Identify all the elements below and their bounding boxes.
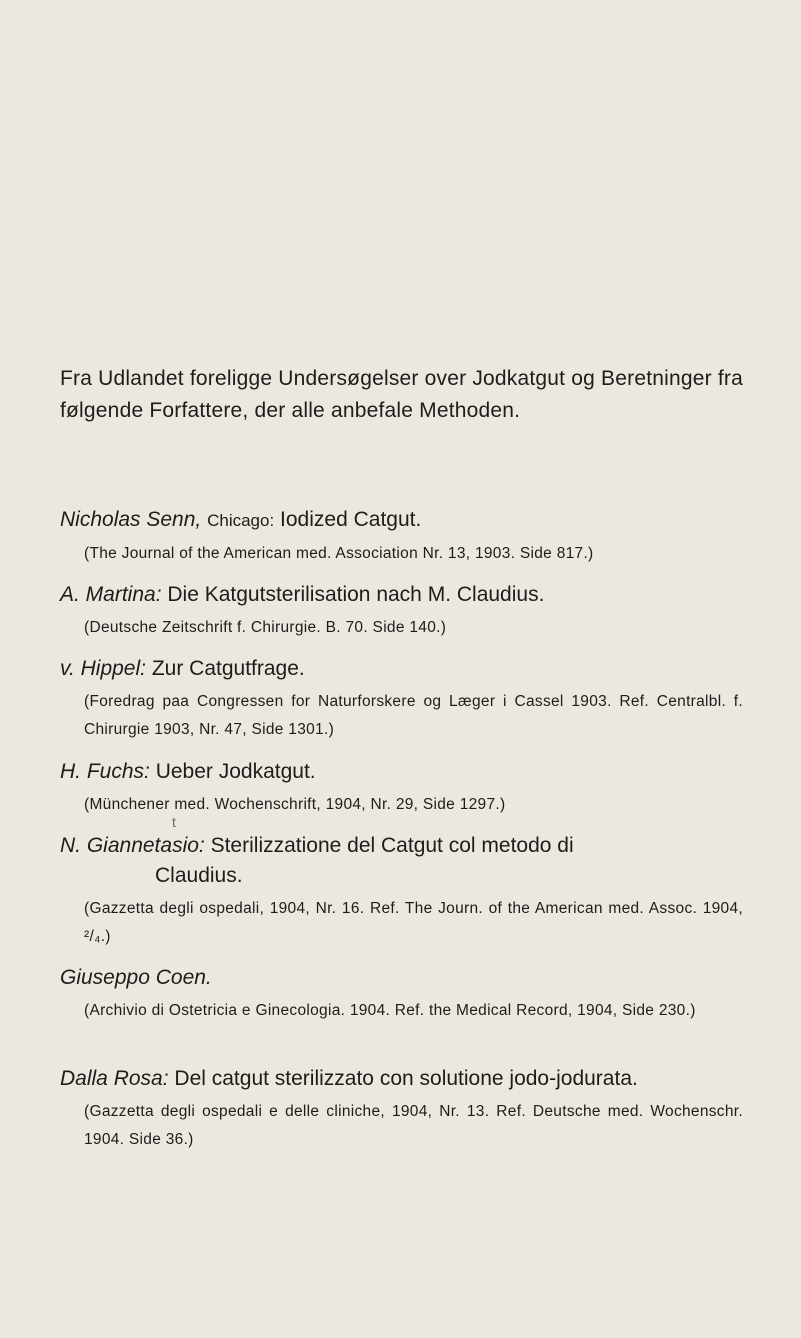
entry-author: v. Hippel: — [60, 657, 146, 680]
entry-author: Nicholas Senn, — [60, 508, 202, 531]
entry-reference: (Deutsche Zeitschrift f. Chirurgie. B. 70. Side 140.) — [84, 619, 447, 636]
entry-heading — [60, 580, 743, 610]
entry-city: Chicago: — [207, 511, 275, 530]
entry-heading — [60, 963, 743, 993]
entry-author: Dalla Rosa: — [60, 1067, 169, 1090]
intro-paragraph: Fra Udlandet foreligge Undersøgelser over Jodkatgut og Beretninger fra følgende Forfattere, der alle anbefale Methoden. — [60, 367, 743, 422]
entry-title: Die Katgutsterilisation nach M. Claudius. — [167, 583, 545, 606]
entry-title: Ueber Jodkatgut. — [155, 760, 316, 783]
entry-heading — [60, 1064, 743, 1094]
entry-reference: (Gazzetta degli ospedali e delle cliniche, 1904, Nr. 13. Ref. Deutsche med. Wochenschr. 1904. Side 36.) — [84, 1103, 743, 1148]
entry-author: Giuseppo Coen. — [60, 966, 212, 989]
entry-title: Del catgut sterilizzato con solutione jodo-jodurata. — [174, 1067, 638, 1090]
entry-heading — [60, 757, 743, 787]
entry-title: Sterilizzatione del Catgut col metodo di — [210, 834, 574, 857]
reference-entry — [60, 757, 743, 819]
reference-entry — [60, 963, 743, 1025]
reference-entry — [60, 505, 743, 568]
entry-title-continuation: Claudius. — [155, 864, 243, 887]
reference-entry — [60, 654, 743, 744]
entry-heading — [60, 654, 743, 684]
entry-author: N. Giannetasio: — [60, 834, 205, 857]
entry-reference: (Foredrag paa Congressen for Naturforskere og Læger i Cassel 1903. Ref. Centralbl. f. Chirurgie 1903, Nr. 47, Side 1301.) — [84, 693, 743, 738]
entry-reference: (Münchener med. Wochenschrift, 1904, Nr. 29, Side 1297.) — [84, 796, 506, 813]
entry-reference: (Gazzetta degli ospedali, 1904, Nr. 16. Ref. The Journ. of the American med. Assoc. 1904, ²/₄.) — [84, 900, 743, 945]
entry-author: A. Martina: — [60, 583, 162, 606]
entry-author: H. Fuchs: — [60, 760, 150, 783]
reference-entry — [60, 580, 743, 642]
entry-title: Iodized Catgut. — [280, 508, 422, 531]
entry-reference: (Archivio di Ostetricia e Ginecologia. 1904. Ref. the Medical Record, 1904, Side 230.) — [84, 1002, 696, 1019]
handwritten-correction-mark: t — [172, 814, 176, 830]
entry-title: Zur Catgutfrage. — [151, 657, 305, 680]
entry-heading — [60, 831, 743, 891]
reference-entry — [60, 831, 743, 951]
entry-reference: (The Journal of the American med. Association Nr. 13, 1903. Side 817.) — [84, 545, 594, 562]
reference-entry — [60, 1064, 743, 1154]
entry-heading — [60, 505, 743, 536]
